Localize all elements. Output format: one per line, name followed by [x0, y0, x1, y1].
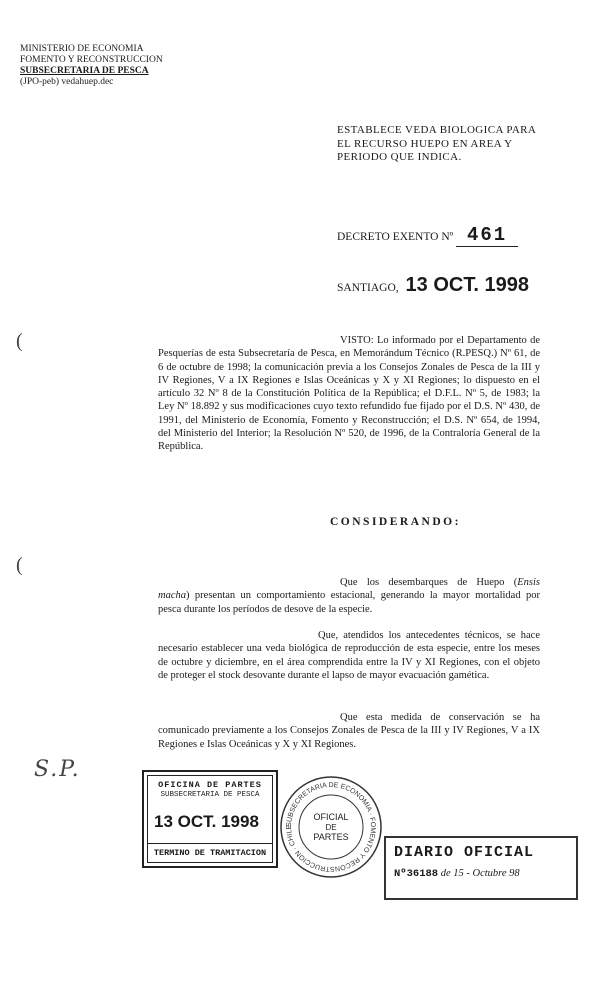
date-line — [337, 274, 529, 297]
p1-before: Que los desembarques de Huepo ( — [340, 577, 518, 588]
date-stamp: 13 OCT. 1998 — [405, 274, 529, 296]
stamp-line-3: TERMINO DE TRAMITACION — [153, 848, 267, 858]
stamp-line-2: SUBSECRETARIA DE PESCA — [160, 791, 260, 799]
subsecretaria-line: SUBSECRETARIA DE PESCA — [20, 66, 149, 76]
oficina-partes-stamp — [142, 770, 278, 868]
decree-number-line — [337, 224, 537, 247]
official-seal-icon — [278, 774, 384, 880]
ministry-line-2: FOMENTO Y RECONSTRUCCION — [20, 55, 163, 65]
visto-paragraph — [158, 334, 540, 454]
species-name: Ensis macha — [158, 577, 540, 602]
seal-center-1: OFICIAL — [313, 812, 349, 822]
stamp-date: 13 OCT. 1998 — [154, 812, 259, 831]
considerando-paragraph-3 — [158, 711, 540, 751]
considerando-heading: CONSIDERANDO: — [330, 516, 461, 528]
margin-mark: ( — [16, 330, 23, 352]
visto-lead: VISTO: — [340, 335, 374, 346]
diario-oficial-stamp — [384, 836, 578, 900]
diario-date: de 15 - Octubre 98 — [440, 868, 520, 879]
p3-text: Que esta medida de conservación se ha comunicado previamente a los Consejos Zonales de Pesca de la III y IV Regiones, V a IX Regiones e Islas Oceánicas y X y XI Regiones. — [158, 712, 540, 750]
city: SANTIAGO, — [337, 282, 399, 294]
file-reference: (JPO-peb) vedahuep.dec — [20, 77, 114, 87]
considerando-paragraph-2 — [158, 629, 540, 682]
decree-label: DECRETO EXENTO Nº — [337, 231, 454, 243]
diario-title: DIARIO OFICIAL — [394, 844, 535, 861]
p2-text: Que, atendidos los antecedentes técnicos, se hace necesario establecer una veda biológica de reproducción de esta especie, entre los meses de octubre y diciembre, en el área comprendida entre la IV y XI Regiones, con el objeto de proteger el stock desovante durante el lapso de mayor evacuación gamética. — [158, 630, 540, 681]
diario-number-line — [394, 868, 520, 880]
p1-after: ) presentan un comportamiento estacional, generando la mayor mortalidad por pesca durante los períodos de desove de la especie. — [158, 590, 540, 615]
seal-ring-text: SUBSECRETARIA DE ECONOMIA · FOMENTO Y RECONSTRUCCION · CHILE — [285, 781, 377, 873]
stamp-line-1: OFICINA DE PARTES — [158, 780, 262, 790]
decree-number: 461 — [456, 224, 518, 247]
seal-center-2: DE — [325, 823, 337, 832]
ministry-line-1: MINISTERIO DE ECONOMIA — [20, 44, 144, 54]
visto-text: Lo informado por el Departamento de Pesquerías de esta Subsecretaría de Pesca, en Memorándum Técnico (R.PESQ.) Nº 61, de 6 de octubre de 1998; la comunicación previa a los Consejos Zonales de Pesca de la III y IV Regiones, V a IX Regiones e Islas Oceánicas y X y XI Regiones; lo dispuesto en el artículo 32 Nº 8 de la Constitución Política de la República; el D.F.L. Nº 5, de 1983; la Ley Nº 18.892 y sus modificaciones cuyo texto refundido fue fijado por el D.S. Nº 430, de 1991, del Ministerio de Economía, Fomento y Reconstrucción; el D.S. Nº 654, de 1994, del Ministerio del Interior; la Resolución Nº 520, de 1996, de la Contraloría General de la República. — [158, 335, 541, 453]
seal-center-3: PARTES — [313, 832, 349, 842]
handwritten-initials: S.P. — [34, 757, 81, 782]
diario-number: Nº36188 — [394, 868, 439, 880]
margin-mark: ( — [16, 554, 23, 576]
considerando-paragraph-1 — [158, 576, 540, 616]
decree-title: ESTABLECE VEDA BIOLOGICA PARA EL RECURSO HUEPO EN AREA Y PERIODO QUE INDICA. — [337, 124, 536, 163]
ministry-header — [20, 44, 163, 88]
